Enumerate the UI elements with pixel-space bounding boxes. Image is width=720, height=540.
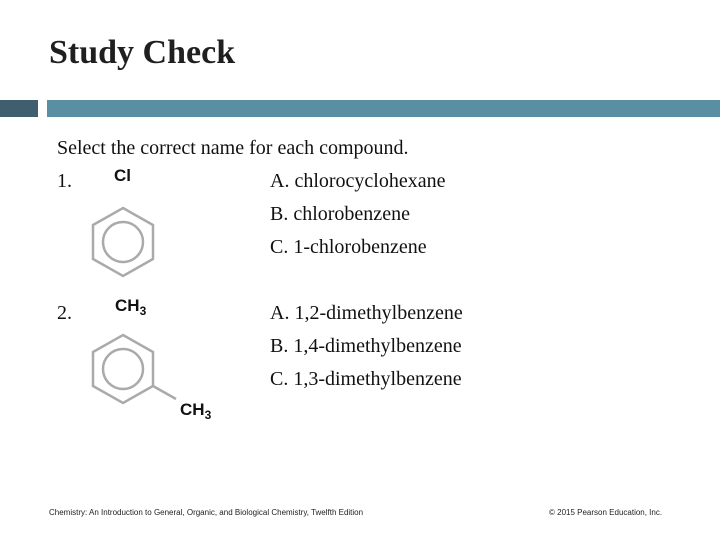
question-2-number: 2. [57, 302, 72, 324]
question-1-option-a: A. chlorocyclohexane [270, 170, 446, 192]
dimethylbenzene-structure [80, 293, 230, 423]
question-2-option-b: B. 1,4-dimethylbenzene [270, 335, 462, 357]
aromatic-circle [103, 222, 143, 262]
aromatic-circle [103, 349, 143, 389]
methyl-label-top: $CH_3$ [115, 296, 147, 318]
slide-title: Study Check [49, 34, 236, 71]
question-2-option-a: A. 1,2-dimethylbenzene [270, 302, 463, 324]
title-divider-right [47, 100, 720, 117]
chlorobenzene-structure [80, 160, 180, 285]
methyl-label-bottom: $CH_3$ [180, 400, 212, 422]
chloro-label: Cl [114, 166, 131, 185]
question-2-option-c: C. 1,3-dimethylbenzene [270, 368, 462, 390]
footer-copyright: © 2015 Pearson Education, Inc. [549, 508, 663, 517]
footer-book-title: Chemistry: An Introduction to General, Organic, and Biological Chemistry, Twelfth Edition [49, 508, 364, 517]
question-1-option-b: B. chlorobenzene [270, 203, 410, 225]
prompt-text: Select the correct name for each compound. [57, 137, 409, 159]
methyl-bond [153, 386, 176, 399]
title-divider-left [0, 100, 38, 117]
question-1-option-c: C. 1-chlorobenzene [270, 236, 427, 258]
question-1-number: 1. [57, 170, 72, 192]
